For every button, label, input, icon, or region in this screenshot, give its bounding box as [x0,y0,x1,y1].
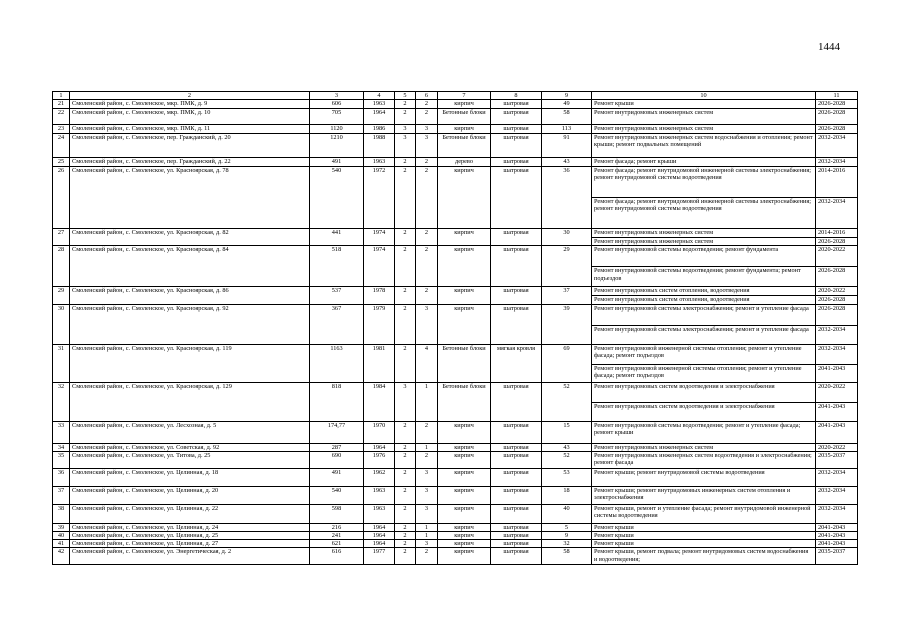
cell-year: 1978 [364,287,395,304]
cell-period: 2032-2034 [816,468,858,486]
cell-works: Ремонт внутридомовых инженерных систем водоотведения и электроснабжения; ремонт фасада [592,451,816,468]
cell-roof: шатровая [491,287,542,304]
cell-area: 818 [310,382,364,421]
cell-floors: 3 [395,134,416,158]
table-row [53,504,858,523]
cell-walls: кирпич [438,246,491,287]
cell-num: 33 [53,421,70,443]
cell-apartments: 29 [542,246,592,287]
cell-num: 22 [53,109,70,125]
cell-entrances: 3 [416,504,438,523]
cell-apartments: 52 [542,451,592,468]
cell-apartments: 91 [542,134,592,158]
cell-works: Ремонт фасада; ремонт крыши [592,158,816,167]
cell-works: Ремонт крыши; ремонт внутридомовых инженерных систем отопления и электроснабжения [592,486,816,504]
cell-entrances: 2 [416,109,438,125]
cell-num: 32 [53,382,70,421]
cell-entrances: 2 [416,158,438,167]
cell-period: 2032-2034 [816,158,858,167]
cell-num: 24 [53,134,70,158]
cell-floors: 2 [395,304,416,344]
cell-entrances: 3 [416,134,438,158]
cell-walls: кирпич [438,504,491,523]
cell-apartments: 43 [542,443,592,451]
cell-period: 2032-2034 [816,198,858,229]
table-row [53,100,858,109]
cell-area: 1210 [310,134,364,158]
cell-apartments: 30 [542,229,592,246]
cell-num: 36 [53,468,70,486]
cell-works: Ремонт внутридомовых систем водоотведения и электроснабжения [592,402,816,421]
cell-period: 2026-2028 [816,125,858,134]
table-row [53,523,858,531]
cell-walls: кирпич [438,523,491,531]
cell-apartments: 40 [542,504,592,523]
cell-roof: шатровая [491,304,542,344]
cell-address: Смоленский район, с. Смоленское, пер. Гражданский, д. 20 [70,134,310,158]
cell-walls: Бетонные блоки [438,134,491,158]
cell-period: 2035-2037 [816,548,858,565]
cell-roof: шатровая [491,134,542,158]
cell-entrances: 2 [416,451,438,468]
cell-period: 2041-2043 [816,523,858,531]
cell-roof: шатровая [491,548,542,565]
cell-address: Смоленский район, с. Смоленское, ул. Целинная, д. 24 [70,523,310,531]
cell-roof: шатровая [491,158,542,167]
cell-roof: шатровая [491,451,542,468]
cell-num: 25 [53,158,70,167]
cell-works: Ремонт внутридомовых инженерных систем [592,109,816,125]
cell-period: 2026-2028 [816,109,858,125]
cell-year: 1988 [364,134,395,158]
cell-area: 216 [310,523,364,531]
table-row [53,134,858,158]
cell-period: 2020-2022 [816,246,858,267]
cell-works: Ремонт внутридомовых систем водоотведения и электроснабжения [592,382,816,402]
cell-entrances: 3 [416,125,438,134]
cell-address: Смоленский район, с. Смоленское, ул. Лесхозная, д. 5 [70,421,310,443]
cell-address: Смоленский район, с. Смоленское, ул. Целинная, д. 25 [70,532,310,540]
cell-entrances: 3 [416,540,438,548]
cell-walls: Бетонные блоки [438,109,491,125]
cell-works: Ремонт внутридомовых инженерных систем водоснабжения и отопления; ремонт крыши; ремонт подвальных помещений [592,134,816,158]
cell-apartments: 9 [542,532,592,540]
cell-entrances: 1 [416,532,438,540]
cell-area: 518 [310,246,364,287]
cell-works: Ремонт фасада; ремонт внутридомовой инженерной системы электроснабжения; ремонт внутридомовой системы водоотведения [592,198,816,229]
cell-floors: 3 [395,125,416,134]
cell-walls: кирпич [438,304,491,344]
cell-period: 2032-2034 [816,325,858,344]
cell-area: 705 [310,109,364,125]
column-header: 11 [816,92,858,100]
cell-floors: 2 [395,287,416,304]
cell-walls: кирпич [438,421,491,443]
cell-apartments: 69 [542,344,592,382]
cell-entrances: 3 [416,468,438,486]
column-header: 4 [364,92,395,100]
cell-address: Смоленский район, с. Смоленское, ул. Целинная, д. 27 [70,540,310,548]
cell-num: 21 [53,100,70,109]
cell-address: Смоленский район, с. Смоленское, ул. Советская, д. 92 [70,443,310,451]
cell-roof: шатровая [491,532,542,540]
cell-address: Смоленский район, с. Смоленское, ул. Энергетическая, д. 2 [70,548,310,565]
table-row [53,246,858,267]
cell-works: Ремонт внутридомовых систем отопления, водоотведения [592,287,816,296]
cell-area: 540 [310,167,364,229]
cell-works: Ремонт внутридомовых инженерных систем [592,238,816,246]
cell-roof: шатровая [491,540,542,548]
cell-works: Ремонт крыши [592,523,816,531]
cell-period: 2026-2028 [816,267,858,287]
cell-roof: шатровая [491,486,542,504]
table-row [53,125,858,134]
cell-area: 537 [310,287,364,304]
cell-address: Смоленский район, с. Смоленское, мкр. ПМК, д. 9 [70,100,310,109]
cell-num: 41 [53,540,70,548]
cell-area: 491 [310,158,364,167]
cell-num: 27 [53,229,70,246]
cell-period: 2020-2022 [816,382,858,402]
cell-year: 1974 [364,246,395,287]
table-row [53,287,858,296]
cell-floors: 2 [395,229,416,246]
table-row [53,548,858,565]
cell-area: 491 [310,468,364,486]
cell-period: 2035-2037 [816,451,858,468]
cell-walls: кирпич [438,468,491,486]
cell-walls: кирпич [438,532,491,540]
cell-year: 1974 [364,229,395,246]
column-header: 9 [542,92,592,100]
table-row [53,421,858,443]
cell-roof: шатровая [491,100,542,109]
table-row [53,344,858,364]
cell-period: 2020-2022 [816,443,858,451]
table-row [53,229,858,238]
table-row [53,532,858,540]
column-header: 10 [592,92,816,100]
cell-floors: 2 [395,109,416,125]
cell-works: Ремонт крыши, ремонт и утепление фасада; ремонт внутридомовой инженерной системы водоотведения [592,504,816,523]
cell-entrances: 2 [416,421,438,443]
cell-floors: 2 [395,451,416,468]
cell-works: Ремонт внутридомовых инженерных систем [592,125,816,134]
cell-floors: 2 [395,468,416,486]
cell-floors: 2 [395,344,416,382]
cell-area: 441 [310,229,364,246]
cell-area: 367 [310,304,364,344]
cell-year: 1984 [364,382,395,421]
cell-num: 38 [53,504,70,523]
cell-num: 30 [53,304,70,344]
cell-walls: кирпич [438,540,491,548]
cell-num: 39 [53,523,70,531]
page-number: 1444 [818,41,840,53]
cell-year: 1964 [364,109,395,125]
cell-entrances: 1 [416,443,438,451]
table-row [53,443,858,451]
cell-entrances: 2 [416,167,438,229]
cell-area: 616 [310,548,364,565]
cell-num: 26 [53,167,70,229]
cell-address: Смоленский район, с. Смоленское, ул. Целинная, д. 18 [70,468,310,486]
cell-address: Смоленский район, с. Смоленское, ул. Красноярская, д. 78 [70,167,310,229]
cell-floors: 2 [395,158,416,167]
cell-apartments: 18 [542,486,592,504]
cell-entrances: 3 [416,304,438,344]
cell-address: Смоленский район, с. Смоленское, мкр. ПМК, д. 11 [70,125,310,134]
cell-works: Ремонт внутридомовой системы электроснабжения; ремонт и утепление фасада [592,325,816,344]
cell-floors: 2 [395,167,416,229]
cell-year: 1963 [364,504,395,523]
cell-period: 2026-2028 [816,238,858,246]
cell-works: Ремонт внутридомовой инженерной системы отопления; ремонт и утепление фасада; ремонт подъездов [592,364,816,382]
cell-apartments: 36 [542,167,592,229]
cell-roof: шатровая [491,504,542,523]
cell-floors: 2 [395,246,416,287]
cell-works: Ремонт крыши [592,532,816,540]
cell-period: 2041-2043 [816,540,858,548]
cell-roof: шатровая [491,468,542,486]
cell-apartments: 58 [542,548,592,565]
cell-walls: кирпич [438,443,491,451]
column-header: 5 [395,92,416,100]
cell-apartments: 15 [542,421,592,443]
cell-area: 1120 [310,125,364,134]
table-row [53,158,858,167]
header-row [53,92,858,100]
cell-year: 1977 [364,548,395,565]
cell-area: 1163 [310,344,364,382]
cell-roof: шатровая [491,109,542,125]
cell-area: 621 [310,540,364,548]
cell-num: 37 [53,486,70,504]
cell-year: 1986 [364,125,395,134]
table-row [53,304,858,325]
cell-year: 1963 [364,158,395,167]
cell-year: 1981 [364,344,395,382]
cell-works: Ремонт крыши [592,540,816,548]
table-row [53,167,858,198]
cell-floors: 3 [395,382,416,421]
cell-num: 40 [53,532,70,540]
cell-roof: мягкая кровля [491,344,542,382]
cell-year: 1964 [364,523,395,531]
cell-walls: кирпич [438,548,491,565]
cell-floors: 2 [395,532,416,540]
cell-roof: шатровая [491,443,542,451]
cell-apartments: 53 [542,468,592,486]
cell-roof: шатровая [491,246,542,287]
cell-address: Смоленский район, с. Смоленское, ул. Целинная, д. 22 [70,504,310,523]
column-header: 2 [70,92,310,100]
cell-roof: шатровая [491,523,542,531]
cell-walls: кирпич [438,167,491,229]
cell-address: Смоленский район, с. Смоленское, ул. Красноярская, д. 129 [70,382,310,421]
table-row [53,468,858,486]
cell-floors: 2 [395,486,416,504]
cell-num: 28 [53,246,70,287]
cell-year: 1963 [364,100,395,109]
cell-floors: 2 [395,100,416,109]
column-header: 7 [438,92,491,100]
cell-entrances: 2 [416,548,438,565]
cell-roof: шатровая [491,167,542,229]
cell-works: Ремонт внутридомовой системы водоотведения; ремонт и утепление фасада; ремонт крыши [592,421,816,443]
cell-period: 2026-2028 [816,304,858,325]
cell-period: 2041-2043 [816,364,858,382]
cell-works: Ремонт внутридомовых инженерных систем [592,229,816,238]
cell-works: Ремонт внутридомовых систем отопления, водоотведения [592,296,816,304]
cell-area: 606 [310,100,364,109]
cell-address: Смоленский район, с. Смоленское, пер. Гражданский, д. 22 [70,158,310,167]
cell-works: Ремонт внутридомовой инженерной системы отопления; ремонт и утепление фасада; ремонт подъездов [592,344,816,364]
cell-apartments: 113 [542,125,592,134]
cell-walls: кирпич [438,100,491,109]
cell-area: 241 [310,532,364,540]
cell-works: Ремонт фасада; ремонт внутридомовой инженерной системы электроснабжения; ремонт внутридомовой системы водоотведения [592,167,816,198]
cell-address: Смоленский район, с. Смоленское, ул. Целинная, д. 20 [70,486,310,504]
cell-roof: шатровая [491,382,542,421]
cell-roof: шатровая [491,125,542,134]
cell-period: 2041-2043 [816,532,858,540]
cell-year: 1964 [364,540,395,548]
cell-entrances: 2 [416,287,438,304]
cell-walls: дерево [438,158,491,167]
cell-apartments: 32 [542,540,592,548]
cell-year: 1970 [364,421,395,443]
cell-apartments: 37 [542,287,592,304]
cell-area: 598 [310,504,364,523]
cell-period: 2032-2034 [816,134,858,158]
cell-num: 42 [53,548,70,565]
cell-floors: 2 [395,523,416,531]
column-header: 3 [310,92,364,100]
cell-area: 287 [310,443,364,451]
cell-num: 35 [53,451,70,468]
cell-year: 1964 [364,443,395,451]
cell-area: 174,77 [310,421,364,443]
cell-area: 690 [310,451,364,468]
cell-works: Ремонт внутридомовой системы электроснабжения; ремонт и утепление фасада [592,304,816,325]
cell-address: Смоленский район, с. Смоленское, ул. Красноярская, д. 86 [70,287,310,304]
cell-walls: кирпич [438,486,491,504]
cell-works: Ремонт внутридомовых инженерных систем [592,443,816,451]
cell-works: Ремонт внутридомовой системы водоотведения; ремонт фундамента [592,246,816,267]
cell-apartments: 43 [542,158,592,167]
cell-period: 2026-2028 [816,296,858,304]
cell-num: 31 [53,344,70,382]
cell-num: 34 [53,443,70,451]
column-header: 6 [416,92,438,100]
cell-period: 2014-2016 [816,229,858,238]
cell-apartments: 49 [542,100,592,109]
cell-works: Ремонт внутридомовой системы водоотведения; ремонт фундамента; ремонт подъездов [592,267,816,287]
column-header: 8 [491,92,542,100]
table-row [53,486,858,504]
cell-works: Ремонт крыши [592,100,816,109]
cell-address: Смоленский район, с. Смоленское, ул. Красноярская, д. 119 [70,344,310,382]
cell-entrances: 4 [416,344,438,382]
table-row [53,451,858,468]
cell-floors: 2 [395,540,416,548]
cell-year: 1972 [364,167,395,229]
cell-walls: кирпич [438,125,491,134]
cell-year: 1962 [364,468,395,486]
table-row [53,540,858,548]
cell-period: 2026-2028 [816,100,858,109]
cell-address: Смоленский район, с. Смоленское, мкр. ПМК, д. 10 [70,109,310,125]
cell-walls: Бетонные блоки [438,382,491,421]
repair-program-table [52,91,858,565]
cell-works: Ремонт крыши, ремонт подвала; ремонт внутридомовых систем водоснабжения и водоотведения; [592,548,816,565]
cell-floors: 2 [395,421,416,443]
cell-area: 540 [310,486,364,504]
cell-walls: кирпич [438,287,491,304]
cell-year: 1964 [364,532,395,540]
cell-period: 2041-2043 [816,402,858,421]
cell-year: 1976 [364,451,395,468]
cell-apartments: 39 [542,304,592,344]
cell-apartments: 58 [542,109,592,125]
cell-floors: 2 [395,504,416,523]
column-header: 1 [53,92,70,100]
cell-walls: Бетонные блоки [438,344,491,382]
cell-walls: кирпич [438,451,491,468]
cell-entrances: 1 [416,523,438,531]
cell-year: 1963 [364,486,395,504]
cell-period: 2020-2022 [816,287,858,296]
cell-address: Смоленский район, с. Смоленское, ул. Красноярская, д. 84 [70,246,310,287]
cell-address: Смоленский район, с. Смоленское, ул. Красноярская, д. 82 [70,229,310,246]
cell-entrances: 3 [416,486,438,504]
cell-roof: шатровая [491,229,542,246]
cell-address: Смоленский район, с. Смоленское, ул. Красноярская, д. 92 [70,304,310,344]
cell-walls: кирпич [438,229,491,246]
cell-entrances: 1 [416,382,438,421]
cell-apartments: 5 [542,523,592,531]
cell-entrances: 2 [416,100,438,109]
cell-num: 29 [53,287,70,304]
cell-works: Ремонт крыши; ремонт внутридомовой системы водоотведения [592,468,816,486]
cell-roof: шатровая [491,421,542,443]
cell-period: 2032-2034 [816,504,858,523]
cell-period: 2032-2034 [816,486,858,504]
cell-address: Смоленский район, с. Смоленское, ул. Титова, д. 25 [70,451,310,468]
cell-apartments: 52 [542,382,592,421]
cell-period: 2014-2016 [816,167,858,198]
cell-floors: 2 [395,443,416,451]
table-row [53,109,858,125]
cell-entrances: 2 [416,229,438,246]
table-row [53,382,858,402]
cell-year: 1979 [364,304,395,344]
cell-entrances: 2 [416,246,438,287]
cell-period: 2041-2043 [816,421,858,443]
cell-floors: 2 [395,548,416,565]
cell-num: 23 [53,125,70,134]
cell-period: 2032-2034 [816,344,858,364]
